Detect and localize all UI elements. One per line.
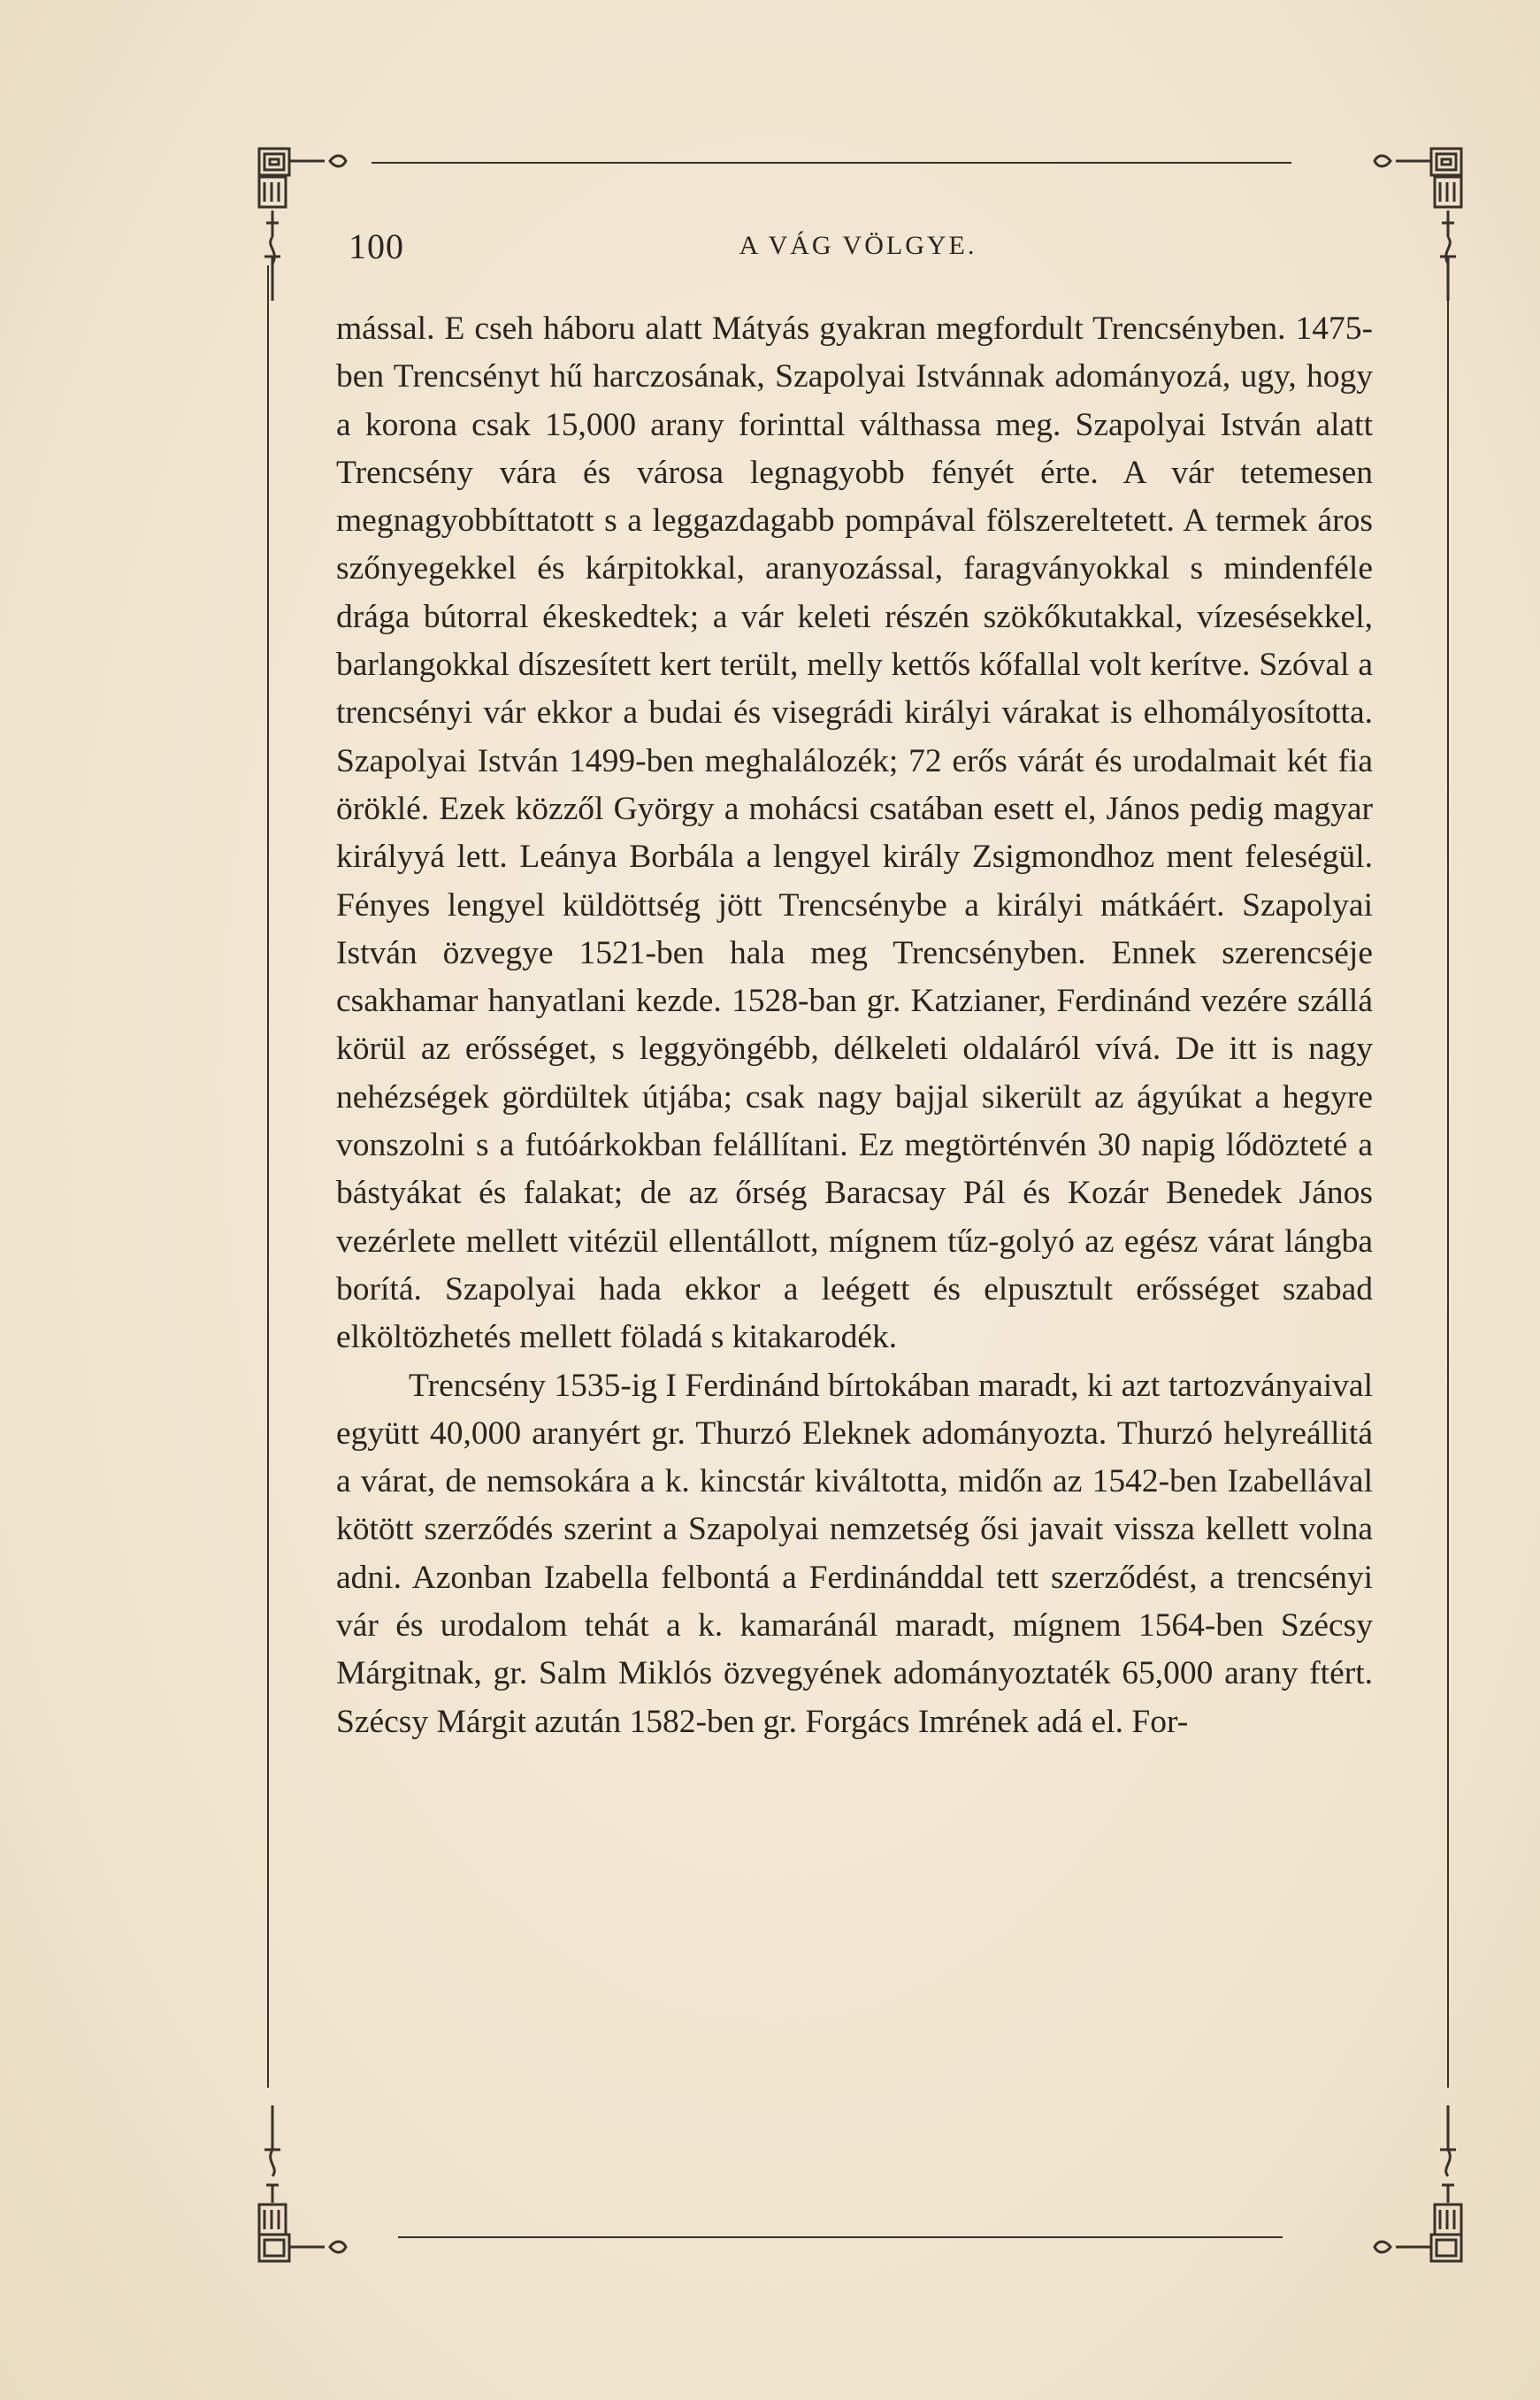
page-number: 100 (349, 226, 404, 266)
body-text (336, 305, 1373, 1746)
bottom-left-ornament-icon (252, 2097, 394, 2265)
running-title: A VÁG VÖLGYE. (739, 231, 977, 260)
frame-right-rule (1447, 265, 1449, 2088)
frame-bottom-rule (398, 2236, 1283, 2238)
paragraph: Trencsény 1535-ig I Ferdinánd bírtokában maradt, ki azt tartozványaival együtt 40,000 aranyért gr. Thurzó Eleknek adományozta. Thurzó helyreállitá a várat, de nemsokára a k. kincstár kiváltotta, midőn az 1542-ben Izabellával kötött szerződés szerint a Szapolyai nemzetség ősi javait vissza kellett volna adni. Azonban Izabella felbontá a Ferdinánddal tett szerződést, a trencsényi vár és urodalom tehát a k. kamaránál maradt, mígnem 1564-ben Szécsy Márgitnak, gr. Salm Miklós özvegyének adományoztaték 65,000 arany ftért. Szécsy Márgit azután 1582-ben gr. Forgács Imrének adá el. For- (336, 1367, 1373, 1740)
frame-top-rule (372, 162, 1291, 164)
frame-left-rule (267, 265, 269, 2088)
page-header (336, 226, 1380, 279)
paragraph: mással. E cseh háboru alatt Mátyás gyakran megfordult Trencsényben. 1475-ben Trencsényt hű harczosának, Szapolyai Istvánnak adományozá, ugy, hogy a korona csak 15,000 arany forinttal válthassa meg. Szapolyai István alatt Trencsény vára és városa legnagyobb fényét érte. A vár tetemesen megnagyobbíttatott s a leggazdagabb pompával fölszereltetett. A termek áros szőnyegekkel és kárpitokkal, aranyozással, faragványokkal s mindenféle drága bútorral ékeskedtek; a vár keleti részén szökőkutakkal, vízesésekkel, barlangokkal díszesített kert terült, melly kettős kőfallal volt kerítve. Szóval a trencsényi vár ekkor a budai és visegrádi királyi várakat is elhomályosította. Szapolyai István 1499-ben meghalálozék; 72 erős várát és urodalmait két fia öröklé. Ezek közzől György a mohácsi csatában esett el, János pedig magyar királyyá lett. Leánya Borbála a lengyel király Zsigmondhoz ment feleségül. Fényes lengyel küldöttség jött Trencsénybe a királyi mátkáért. Szapolyai István özvegye 1521-ben hala meg Trencsényben. Ennek szerencséje csakhamar hanyatlani kezde. 1528-ban gr. Katzianer, Ferdinánd vezére szállá körül az erősséget, s leggyöngébb, délkeleti oldaláról vívá. De itt is nagy nehézségek gördültek útjába; csak nagy bajjal sikerült az ágyúkat a hegyre vonszolni s a futóárkokban felállítani. Ez megtörténvén 30 napig lődözteté a bástyákat és falakat; de az őrség Baracsay Pál és Kozár Benedek János vezérlete mellett vitézül ellentállott, mígnem tűz-golyó az egész várat lángba borítá. Szapolyai hada ekkor a leégett és elpusztult erősséget szabad elköltözhetés mellett föladá s kitakarodék. (336, 311, 1373, 1356)
bottom-right-ornament-icon (1327, 2097, 1468, 2265)
